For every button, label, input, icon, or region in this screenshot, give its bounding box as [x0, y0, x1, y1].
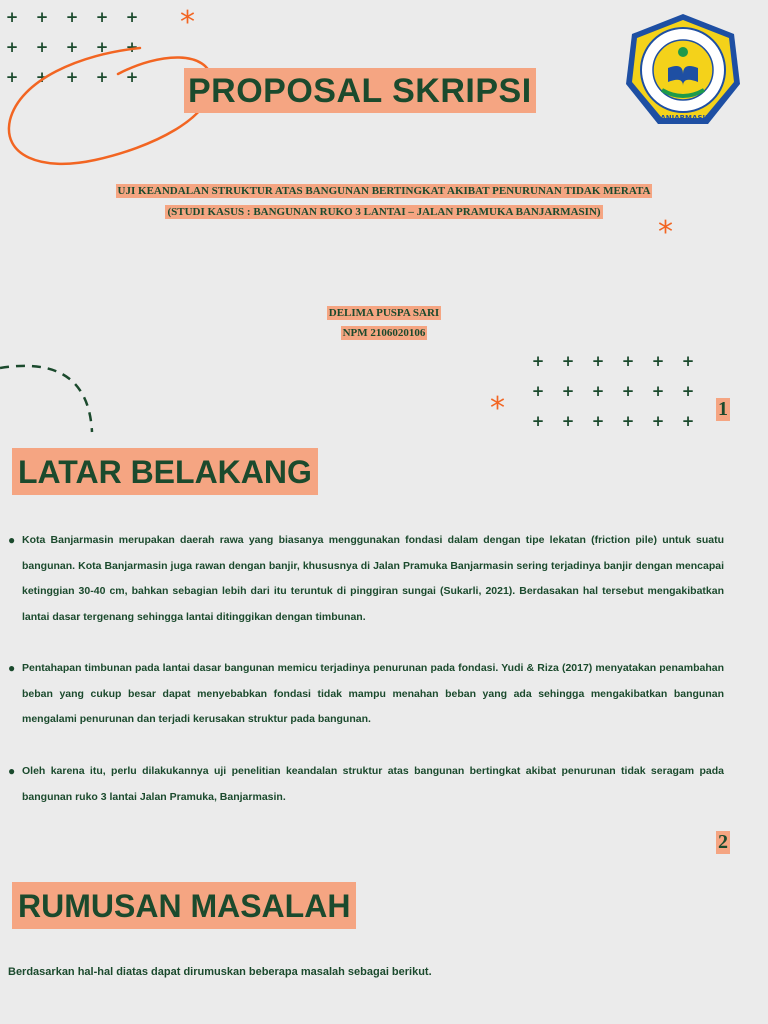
author-name: DELIMA PUSPA SARI: [328, 307, 440, 319]
list-item: ● Oleh karena itu, perlu dilakukannya uji penelitian keandalan struktur atas bangunan bertingkat akibat penurunan tidak seragam pada bangunan ruko 3 lantai Jalan Pramuka, Banjarmasin.: [8, 759, 724, 810]
thesis-subtitle-case: [0, 206, 768, 218]
section-title-rumusan-masalah: RUMUSAN MASALAH: [12, 882, 356, 929]
subtitle-line-2: (STUDI KASUS : BANGUNAN RUKO 3 LANTAI – JALAN PRAMUKA BANJARMASIN): [167, 206, 601, 218]
bullet-icon: ●: [8, 533, 16, 547]
plus-pattern-right: + + + + + + + + + + + + + + + + + +: [531, 352, 695, 430]
star-decoration-1: *: [180, 5, 195, 40]
dashed-arc-decoration: [0, 360, 100, 436]
bullet-icon: ●: [8, 661, 16, 675]
list-item: ● Kota Banjarmasin merupakan daerah rawa yang biasanya menggunakan fondasi dalam dengan tipe lekatan (friction pile) untuk suatu bangunan. Kota Banjarmasin juga rawan dengan banjir, khususnya di Jalan Pramuka Banjarmasin sering terjadinya banjir dengan mencapai ketinggian 30-40 cm, bahkan sebagian lebih dari itu teruntuk di pinggiran sungai (Sukarli, 2021). Berdasakan hal tersebut mengakibatkan lantai dasar tergenang sehingga lantai ditinggikan dengan timbunan.: [8, 528, 724, 630]
page-number-2: 2: [718, 831, 728, 853]
star-decoration-3: *: [490, 391, 505, 426]
section-title-latar-belakang: LATAR BELAKANG: [12, 448, 318, 495]
subtitle-line-1: UJI KEANDALAN STRUKTUR ATAS BANGUNAN BERTINGKAT AKIBAT PENURUNAN TIDAK MERATA: [117, 185, 651, 197]
rumusan-intro-text: Berdasarkan hal-hal diatas dapat dirumuskan beberapa masalah sebagai berikut.: [8, 966, 432, 978]
logo-bottom-text: BANJARMASIN: [655, 114, 711, 122]
star-decoration-2: *: [658, 215, 673, 250]
list-item: ● Pentahapan timbunan pada lantai dasar bangunan memicu terjadinya penurunan pada fondasi. Yudi & Riza (2017) menyatakan penambahan beban yang cukup besar dapat menyebabkan fondasi tidak mampu menahan beban yang ada sehingga mengakibatkan bangunan mengalami penurunan dan terjadi kerusakan struktur pada bangunan.: [8, 656, 724, 733]
page-title-proposal: PROPOSAL SKRIPSI: [184, 68, 536, 113]
thesis-subtitle: [0, 185, 768, 197]
plus-pattern-top-left: + + + + + + + + + + + + + + +: [5, 8, 139, 86]
page-number-1: 1: [718, 398, 728, 420]
bullet-icon: ●: [8, 764, 16, 778]
author-npm: NPM 2106020106: [342, 327, 426, 339]
university-logo: [624, 12, 742, 130]
